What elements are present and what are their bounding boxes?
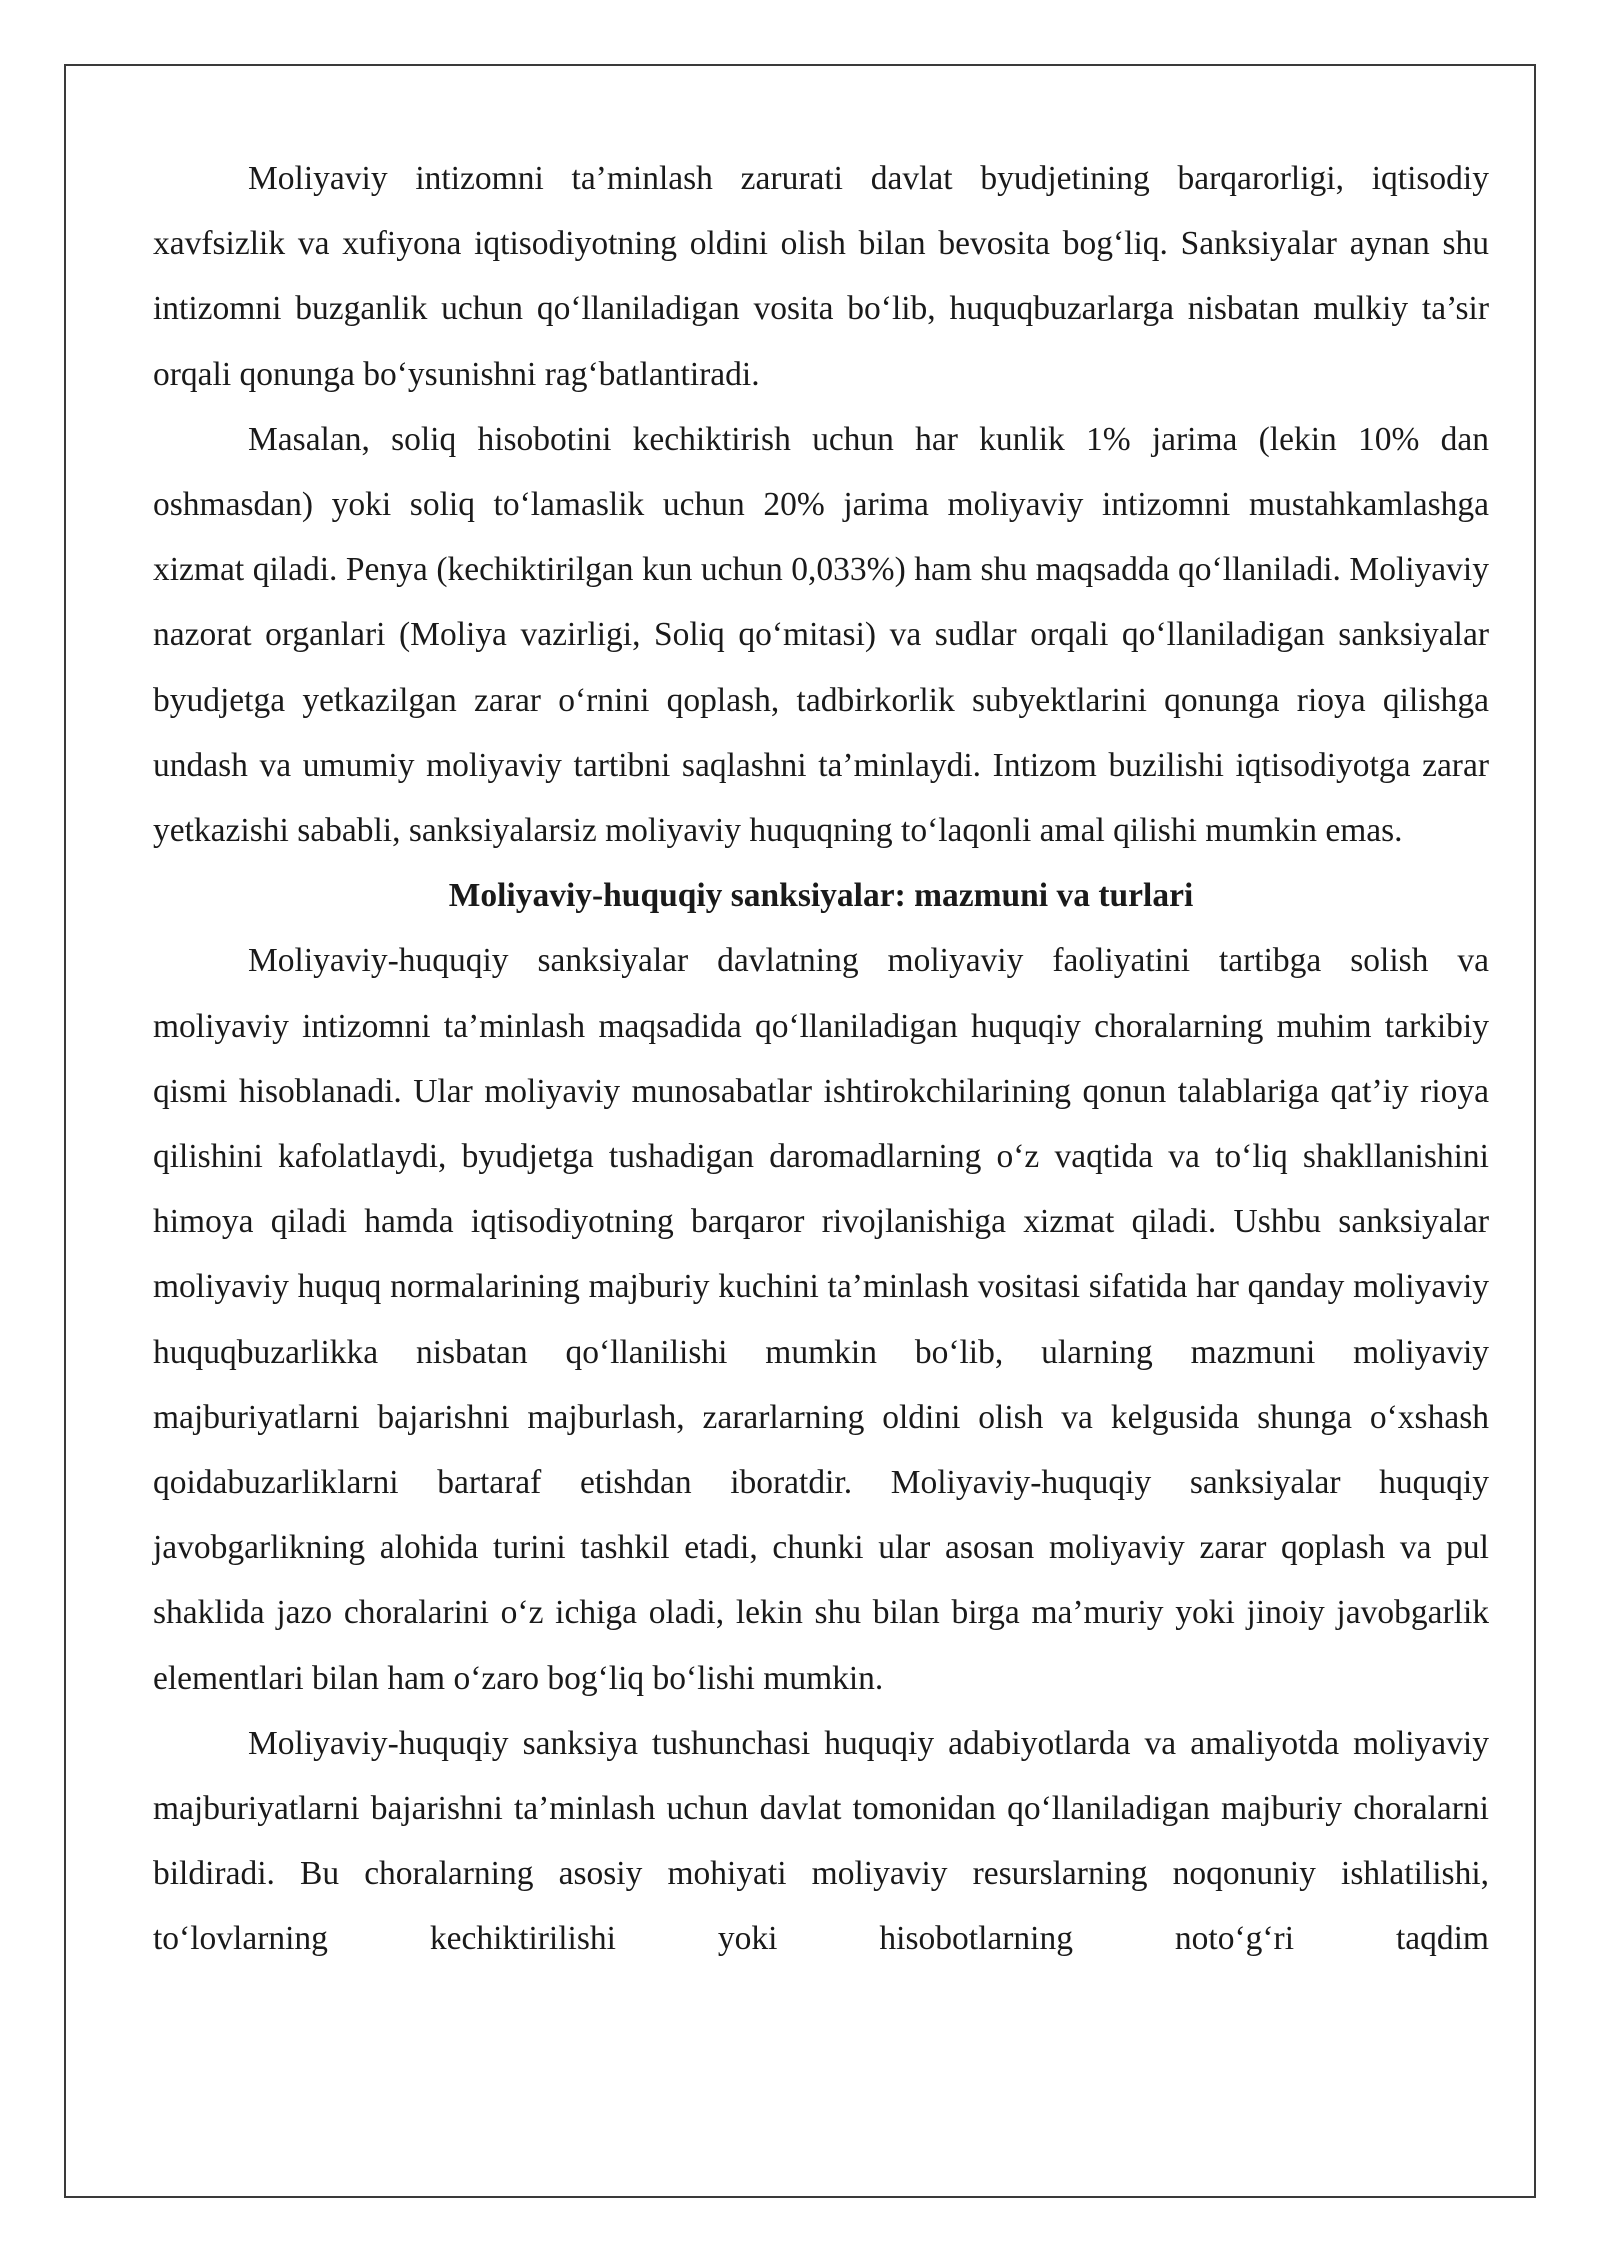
paragraph-sanksiyalar-mazmuni: Moliyaviy-huquqiy sanksiyalar davlatning moliyaviy faoliyatini tartibga solish va moliyaviy intizomni ta’minlash maqsadida qo‘llaniladigan huquqiy choralarning muhim tarkibiy qismi hisoblanadi. Ular moliyaviy munosabatlar ishtirokchilarining qonun talablariga qat’iy rioya qilishini kafolatlaydi, byudjetga tushadigan daromadlarning o‘z vaqtida va to‘liq shakllanishini himoya qiladi hamda iqtisodiyotning barqaror rivojlanishiga xizmat qiladi. Ushbu sanksiyalar moliyaviy huquq normalarining majburiy kuchini ta’minlash vositasi sifatida har qanday moliyaviy huquqbuzarlikka nisbatan qo‘llanilishi mumkin bo‘lib, ularning mazmuni moliyaviy majburiyatlarni bajarishni majburlash, zararlarning oldini olish va kelgusida shunga o‘xshash qoidabuzarliklarni bartaraf etishdan iboratdir. Moliyaviy-huquqiy sanksiyalar huquqiy javobgarlikning alohida turini tashkil etadi, chunki ular asosan moliyaviy zarar qoplash va pul shaklida jazo choralarini o‘z ichiga oladi, lekin shu bilan birga ma’muriy yoki jinoiy javobgarlik elementlari bilan ham o‘zaro bog‘liq bo‘lishi mumkin. bbox=[153, 942, 1489, 1697]
paragraph-intizom-zarurati: Moliyaviy intizomni ta’minlash zarurati davlat byudjetining barqarorligi, iqtisodiy xavfsizlik va xufiyona iqtisodiyotning oldini olish bilan bevosita bog‘liq. Sanksiyalar aynan shu intizomni buzganlik uchun qo‘llaniladigan vosita bo‘lib, huquqbuzarlarga nisbatan mulkiy ta’sir orqali qonunga bo‘ysunishni rag‘batlantiradi. bbox=[153, 160, 1489, 393]
document-body bbox=[153, 146, 1489, 1972]
paragraph-sanksiya-tushunchasi: Moliyaviy-huquqiy sanksiya tushunchasi huquqiy adabiyotlarda va amaliyotda moliyaviy majburiyatlarni bajarishni ta’minlash uchun davlat tomonidan qo‘llaniladigan majburiy choralarni bildiradi. Bu choralarning asosiy mohiyati moliyaviy resurslarning noqonuniy ishlatilishi, to‘lovlarning kechiktirilishi yoki hisobotlarning noto‘g‘ri taqdim bbox=[153, 1724, 1489, 1958]
section-heading: Moliyaviy-huquqiy sanksiyalar: mazmuni va turlari bbox=[448, 877, 1194, 915]
paragraph-sanksiya-misollar: Masalan, soliq hisobotini kechiktirish uchun har kunlik 1% jarima (lekin 10% dan oshmasdan) yoki soliq to‘lamaslik uchun 20% jarima moliyaviy intizomni mustahkamlashga xizmat qiladi. Penya (kechiktirilgan kun uchun 0,033%) ham shu maqsadda qo‘llaniladi. Moliyaviy nazorat organlari (Moliya vazirligi, Soliq qo‘mitasi) va sudlar orqali qo‘llaniladigan sanksiyalar byudjetga yetkazilgan zarar o‘rnini qoplash, tadbirkorlik subyektlarini qonunga rioya qilishga undash va umumiy moliyaviy tartibni saqlashni ta’minlaydi. Intizom buzilishi iqtisodiyotga zarar yetkazishi sababli, sanksiyalarsiz moliyaviy huquqning to‘laqonli amal qilishi mumkin emas. bbox=[153, 420, 1489, 850]
